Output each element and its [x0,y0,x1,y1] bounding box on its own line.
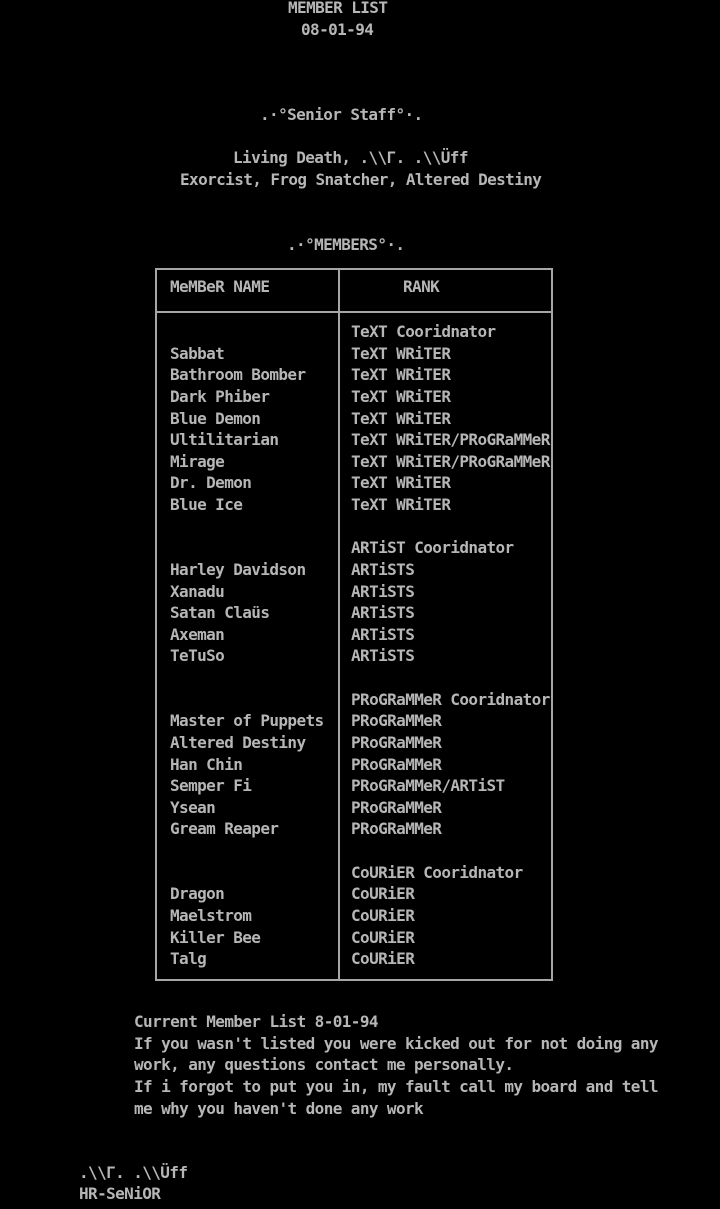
rank-cell: CoURiER [351,949,415,969]
footer-line: If i forgot to put you in, my fault call my board and tell [134,1077,658,1096]
rank-cell: ARTiST Cooridnator [351,538,514,558]
rank-cell: CoURiER Cooridnator [351,862,523,882]
table-row [157,689,551,711]
member-name-cell: Blue Demon [170,408,261,428]
rank-cell: ARTiSTS [351,559,415,579]
table-row [157,645,551,667]
member-name-cell: Master of Puppets [170,711,324,731]
rank-cell: ARTiSTS [351,603,415,623]
table-row [157,408,551,430]
rank-cell: PRoGRaMMeR [351,754,442,774]
rank-cell: ARTiSTS [351,581,415,601]
signature-handle: .\\Γ. .\\Üff [79,1163,188,1182]
rank-cell: PRoGRaMMeR/ARTiST [351,776,505,796]
table-row [157,667,551,689]
table-row [157,818,551,840]
rank-cell: PRoGRaMMeR Cooridnator [351,689,550,709]
table-row [157,559,551,581]
member-name-cell: Blue Ice [170,495,243,514]
table-row [157,775,551,797]
table-row [157,624,551,646]
member-name-cell: Dr. Demon [170,473,252,493]
table-row [157,710,551,732]
signature-role: HR-SeNiOR [79,1184,161,1203]
table-row [157,840,551,862]
table-row [157,343,551,365]
rank-cell: CoURiER [351,884,415,904]
table-row [157,429,551,451]
member-name-cell: Satan Claüs [170,603,270,623]
member-name-cell: Sabbat [170,343,225,363]
member-name-cell: Semper Fi [170,776,252,796]
rank-cell: PRoGRaMMeR [351,732,442,752]
member-name-cell: Dark Phiber [170,386,270,406]
table-header-separator [157,311,551,313]
rank-cell: TeXT WRiTER [351,473,451,493]
table-row [157,451,551,473]
rank-cell: CoURiER [351,905,415,925]
member-name-cell: Axeman [170,624,225,644]
table-body [157,321,551,970]
page-date: 08-01-94 [301,20,374,39]
table-row [157,602,551,624]
page-title: MEMBER LIST [288,0,388,17]
footer-line: If you wasn't listed you were kicked out for not doing any [134,1034,658,1053]
footer-line: me why you haven't done any work [134,1099,424,1118]
member-name-cell: Talg [170,949,207,969]
member-name-cell: Dragon [170,884,225,904]
table-row [157,883,551,905]
rank-cell: ARTiSTS [351,624,415,644]
rank-cell: TeXT WRiTER/PRoGRaMMeR [351,430,550,450]
member-name-cell: TeTuSo [170,646,225,666]
rank-cell: TeXT WRiTER/PRoGRaMMeR [351,451,550,471]
member-name-cell: Killer Bee [170,927,261,947]
rank-cell: TeXT WRiTER [351,365,451,385]
member-name-cell: Altered Destiny [170,732,306,752]
table-row [157,472,551,494]
rank-cell: PRoGRaMMeR [351,797,442,817]
senior-staff-heading: .·°Senior Staff°·. [260,105,423,124]
member-name-cell: Han Chin [170,754,243,774]
member-name-cell: Xanadu [170,581,225,601]
rank-cell: ARTiSTS [351,646,415,666]
footer-line: work, any questions contact me personally. [134,1055,514,1074]
column-header-rank: RANK [403,277,440,296]
member-name-cell: Bathroom Bomber [170,365,306,385]
member-name-cell: Mirage [170,451,225,471]
member-name-cell: Ysean [170,797,216,817]
table-row [157,321,551,343]
table-row [157,516,551,538]
member-name-cell: Maelstrom [170,905,252,925]
table-row [157,797,551,819]
table-row [157,754,551,776]
rank-cell: PRoGRaMMeR [351,711,442,731]
table-row [157,386,551,408]
rank-cell: TeXT Cooridnator [351,322,496,341]
rank-cell: TeXT WRiTER [351,386,451,406]
senior-staff-names-line2: Exorcist, Frog Snatcher, Altered Destiny [180,170,542,189]
rank-cell: TeXT WRiTER [351,343,451,363]
rank-cell: TeXT WRiTER [351,408,451,428]
table-row [157,537,551,559]
footer-line: Current Member List 8-01-94 [134,1012,378,1031]
members-heading: .·°MEMBERS°·. [287,235,405,254]
table-row [157,862,551,884]
table-row [157,494,551,516]
table-row [157,927,551,949]
rank-cell: PRoGRaMMeR [351,819,442,839]
rank-cell: TeXT WRiTER [351,495,451,514]
table-row [157,732,551,754]
table-row [157,948,551,970]
member-name-cell: Harley Davidson [170,559,306,579]
member-name-cell: Ultilitarian [170,430,279,450]
table-row [157,581,551,603]
table-row [157,905,551,927]
column-header-member-name: MeMBeR NAME [170,277,270,296]
senior-staff-names-line1: Living Death, .\\Γ. .\\Üff [233,148,468,167]
member-table [155,268,553,981]
table-row [157,364,551,386]
rank-cell: CoURiER [351,927,415,947]
member-name-cell: Gream Reaper [170,819,279,839]
